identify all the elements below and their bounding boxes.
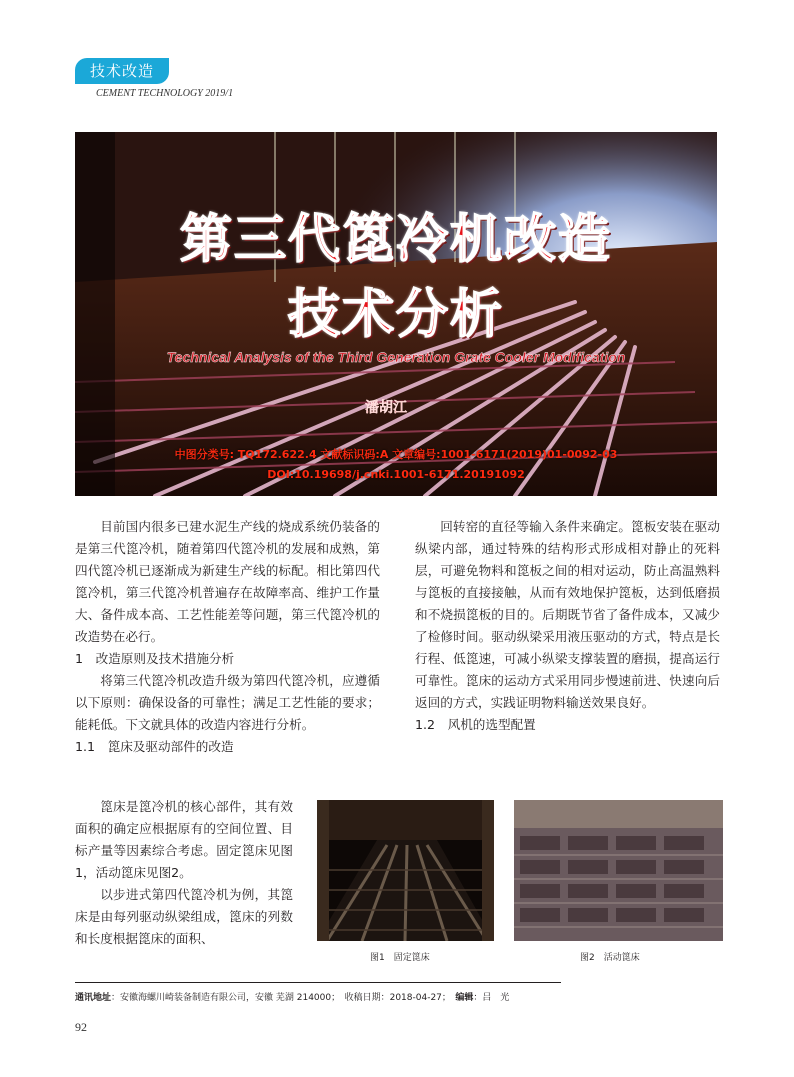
address-label: 通讯地址 xyxy=(75,993,112,1003)
section-heading-1: 1 改造原则及技术措施分析 xyxy=(75,651,235,666)
address-text: ：安徽海螺川崎装备制造有限公司，安徽 芜湖 214000； 收稿日期：2018-04-27； xyxy=(111,993,456,1003)
section-tag: 技术改造 xyxy=(75,58,169,84)
classification-info: 中图分类号: TQ172.622.4 文献标识码:A 文章编号:1001-6171(2019)01-0092-03 xyxy=(174,448,618,461)
footnote xyxy=(75,990,509,1003)
author-name: 潘胡江 xyxy=(365,400,407,416)
figure-1-photo xyxy=(317,800,494,941)
figure-1-caption: 图1 固定箆床 xyxy=(370,953,430,963)
figure-2-caption: 图2 活动箆床 xyxy=(580,953,640,963)
figure-2-photo xyxy=(514,800,723,941)
english-title: Technical Analysis of the Third Generation Grate Cooler Modification xyxy=(166,349,626,365)
subsection-heading-1-1: 1.1 箆床及驱动部件的改造 xyxy=(75,739,234,754)
title-line-1: 第三代箆冷机改造 xyxy=(179,210,612,270)
footnote-rule xyxy=(75,982,561,983)
editor-label: 编辑 xyxy=(455,993,474,1003)
paragraph-principles: 将第三代箆冷机改造升级为第四代箆冷机，应遵循以下原则：确保设备的可靠性；满足工艺性能的要求；能耗低。下文就具体的改造内容进行分析。 xyxy=(75,673,380,732)
paragraph-grate-bed: 箆床是箆冷机的核心部件，其有效面积的确定应根据原有的空间位置、目标产量等因素综合考虑。固定箆床见图1，活动箆床见图2。 xyxy=(75,799,293,880)
intro-paragraph: 目前国内很多已建水泥生产线的烧成系统仍装备的是第三代箆冷机，随着第四代箆冷机的发展和成熟，第四代箆冷机已逐渐成为新建生产线的标配。相比第四代箆冷机，第三代箆冷机普遍存在故障率高、维护工作量大、备件成本高、工艺性能差等问题，第三代箆冷机的改造势在必行。 xyxy=(75,519,380,644)
page-number: 92 xyxy=(75,1020,87,1034)
paragraph-stepping: 以步进式第四代箆冷机为例，其箆床是由每列驱动纵梁组成，箆床的列数和长度根据箆床的面积、 xyxy=(75,887,293,946)
paragraph-grate-plates: 回转窑的直径等输入条件来确定。箆板安装在驱动纵梁内部，通过特殊的结构形式形成相对静止的死料层，可避免物料和箆板之间的相对运动，防止高温熟料与箆板的直接接触，从而有效地保护箆板，达到低磨损和不烧损箆板的目的。后期既节省了备件成本，又减少了检修时间。驱动纵梁采用液压驱动的方式，特点是长行程、低箆速，可减小纵梁支撑装置的磨损，提高运行可靠性。箆床的运动方式采用同步慢速前进、快速向后返回的方式，实践证明物料输送效果良好。 xyxy=(415,519,720,710)
editor-name: ：吕 光 xyxy=(473,993,510,1003)
left-narrow-column xyxy=(75,796,293,950)
left-column xyxy=(75,516,380,758)
journal-name: CEMENT TECHNOLOGY 2019/1 xyxy=(96,88,234,99)
title-line-2: 技术分析 xyxy=(287,285,504,345)
subsection-heading-1-2: 1.2 风机的选型配置 xyxy=(415,717,536,732)
title-banner xyxy=(75,132,717,496)
doi: DOI:10.19698/j.cnki.1001-6171.20191092 xyxy=(267,468,525,481)
right-column xyxy=(415,516,720,736)
